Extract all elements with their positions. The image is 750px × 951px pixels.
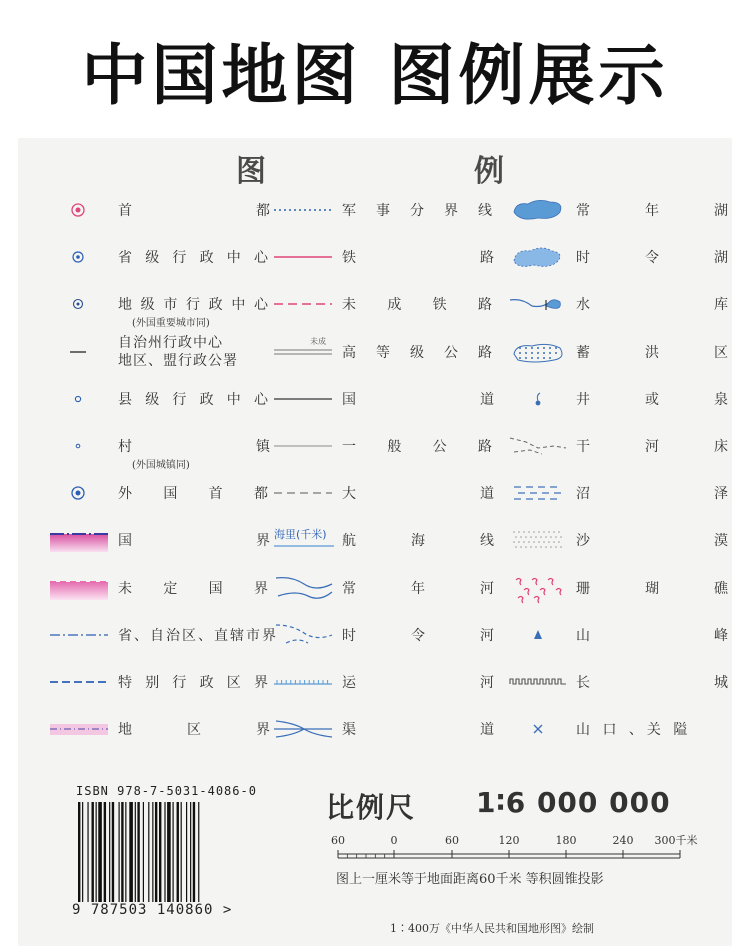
capital-icon xyxy=(50,190,110,230)
legend-label-char: 航 xyxy=(342,533,356,550)
swamp-icon xyxy=(508,473,568,513)
provincial-border-icon xyxy=(50,615,110,655)
legend-label-char: 泉 xyxy=(714,391,728,408)
legend-label xyxy=(576,294,728,314)
perennial-river-icon xyxy=(274,568,334,608)
legend-symbol-tag: 海里(千米) xyxy=(274,528,327,542)
legend-label: 省级行政中心 xyxy=(118,250,282,267)
legend-label xyxy=(342,389,494,409)
legend-item-sar-border xyxy=(50,662,282,702)
scale-title: 比例尺 xyxy=(326,791,417,824)
legend-label xyxy=(576,342,728,362)
ordinary-road-icon xyxy=(274,426,334,466)
legend-label-char: 蓄 xyxy=(576,344,590,361)
legend-label xyxy=(118,530,270,550)
legend-item-seasonal-lake xyxy=(508,237,728,277)
autonomous-prefecture-icon xyxy=(50,332,110,372)
legend-label-char: 线 xyxy=(480,533,494,550)
legend-item-peak xyxy=(508,615,728,655)
mountain-pass-icon xyxy=(508,709,568,749)
legend-item-foreign-capital xyxy=(50,473,300,513)
legend-item-prov-border xyxy=(50,615,278,655)
legend-label-char: 区 xyxy=(714,344,728,361)
legend-item-ordinary-road xyxy=(274,426,524,466)
legend-label-char: 井 xyxy=(576,391,590,408)
isbn: ISBN 978-7-5031-4086-0 xyxy=(76,784,257,798)
legend-label-char: 道 xyxy=(480,391,494,408)
legend-label-char: 道 xyxy=(480,486,494,503)
scale-tick-label: 120 xyxy=(498,834,520,847)
railway-icon xyxy=(274,237,334,277)
legend-label: 军事分界线 xyxy=(342,203,512,219)
legend-label-char: 年 xyxy=(411,580,425,597)
legend-label-char: 界 xyxy=(256,533,270,550)
legend-label: 未定国界 xyxy=(118,580,300,597)
scale-tick-label: 180 xyxy=(555,834,577,847)
legend-label: 特别行政区界 xyxy=(118,675,282,691)
legend-label xyxy=(576,483,728,503)
legend-item-flood-area xyxy=(508,332,728,372)
legend-item-pass xyxy=(508,709,728,749)
legend-label-char: 村 xyxy=(118,439,132,455)
desert-icon xyxy=(508,520,568,560)
legend-label-char: 铁 xyxy=(342,250,356,267)
legend-label-char: 镇 xyxy=(256,439,270,455)
legend-item-auto-pref xyxy=(50,332,270,372)
dry-riverbed-icon xyxy=(508,426,568,466)
legend-label xyxy=(342,719,494,739)
legend-item-great-wall xyxy=(508,662,728,702)
legend-label: 高等级公路 xyxy=(342,344,512,361)
legend-item-dry-riverbed xyxy=(508,426,728,466)
legend-item-well-spring xyxy=(508,379,728,419)
barcode-digits: 9 787503 140860 > xyxy=(72,902,233,918)
legend-label-char: 道 xyxy=(480,722,494,739)
legend-label xyxy=(576,672,728,692)
legend-item-railway xyxy=(274,237,494,277)
peak-icon xyxy=(508,615,568,655)
legend-label-char: 首 xyxy=(118,203,132,219)
legend-label-char: 渠 xyxy=(342,722,356,739)
legend-card xyxy=(18,138,732,946)
channel-icon xyxy=(274,709,334,749)
legend-label xyxy=(118,436,270,456)
legend-item-capital xyxy=(50,190,270,230)
legend-label xyxy=(576,436,728,456)
legend-label-char: 沼 xyxy=(576,486,590,503)
legend-label xyxy=(342,483,494,503)
legend-label-char: 瑚 xyxy=(645,580,659,597)
legend-label-char: 城 xyxy=(714,675,728,691)
legend-label xyxy=(576,247,728,267)
sar-border-icon xyxy=(50,662,110,702)
legend-item-coral-reef xyxy=(508,568,728,608)
foreign-capital-icon xyxy=(50,473,110,513)
barcode xyxy=(76,802,236,914)
scale-bar xyxy=(310,832,720,866)
legend-heading-left: 图 xyxy=(236,154,266,189)
legend-label-char: 干 xyxy=(576,439,590,455)
legend-label-char: 河 xyxy=(645,439,659,455)
perennial-lake-icon xyxy=(508,190,568,230)
legend-heading-right: 例 xyxy=(474,154,504,189)
legend-item-perennial-lake xyxy=(508,190,728,230)
unfinished-railway-icon xyxy=(274,284,334,324)
legend-note: (外国城镇同) xyxy=(132,460,190,471)
legend-item-highway xyxy=(274,332,512,372)
legend-item-county xyxy=(50,379,282,419)
legend-item-canal xyxy=(274,662,494,702)
legend-label-char: 床 xyxy=(714,439,728,455)
legend-item-swamp xyxy=(508,473,728,513)
legend-item-village xyxy=(50,426,270,471)
legend-label-char: 水 xyxy=(576,297,590,314)
region-border-icon xyxy=(50,709,110,749)
legend-item-reservoir xyxy=(508,284,728,324)
county-center-icon xyxy=(50,379,110,419)
legend-item-channel xyxy=(274,709,494,749)
legend-item-seasonal-river xyxy=(274,615,494,655)
legend-label-char: 运 xyxy=(342,675,356,691)
legend-label-char: 峰 xyxy=(714,627,728,644)
legend-label-char: 地 xyxy=(118,722,132,739)
provincial-center-icon xyxy=(50,237,110,277)
coral-reef-icon xyxy=(508,568,568,608)
legend-label-char: 山 xyxy=(576,627,590,644)
prefecture-city-icon xyxy=(50,284,110,324)
legend-label-char: 国 xyxy=(342,391,356,408)
legend-label xyxy=(342,625,494,645)
legend-label-char: 大 xyxy=(342,486,356,503)
legend-label-char: 河 xyxy=(480,627,494,644)
scale-tick-label: 0 xyxy=(390,834,398,847)
legend-item-perennial-river xyxy=(274,568,494,608)
legend-item-pref-city xyxy=(50,284,277,330)
legend-label xyxy=(342,530,494,550)
legend-item-undetermined-border xyxy=(50,568,300,608)
legend-item-national-road xyxy=(274,379,494,419)
canal-icon xyxy=(274,662,334,702)
legend-label xyxy=(118,200,270,220)
seasonal-lake-icon xyxy=(508,237,568,277)
major-road-icon xyxy=(274,473,334,513)
legend-label xyxy=(342,672,494,692)
legend-label-char: 长 xyxy=(576,675,590,691)
legend-label xyxy=(576,625,728,645)
legend-label xyxy=(576,578,728,598)
legend-label-char: 礁 xyxy=(714,580,728,597)
legend-item-major-road xyxy=(274,473,494,513)
legend-label-char: 时 xyxy=(342,627,356,644)
legend-label-char: 珊 xyxy=(576,580,590,597)
legend-label xyxy=(576,389,728,409)
legend-label: 一般公路 xyxy=(342,439,524,455)
page-title: 中国地图 图例展示 xyxy=(81,37,669,114)
scale-ratio: 1∶6 000 000 xyxy=(476,786,671,819)
flood-area-icon xyxy=(508,332,568,372)
legend-item-military-line xyxy=(274,190,512,230)
legend-label-char: 沙 xyxy=(576,533,590,550)
legend-label: 未成铁路 xyxy=(342,297,524,314)
legend-item-desert xyxy=(508,520,728,560)
great-wall-icon xyxy=(508,662,568,702)
legend-label-char: 年 xyxy=(645,203,659,219)
legend-label-char: 路 xyxy=(480,250,494,267)
legend-label-char: 国 xyxy=(118,533,132,550)
legend-label-char: 常 xyxy=(576,203,590,219)
legend-label-char: 令 xyxy=(411,627,425,644)
legend-item-sea-route xyxy=(274,520,494,560)
legend-label xyxy=(576,530,728,550)
well-spring-icon xyxy=(508,379,568,419)
scale-tick-label: 240 xyxy=(612,834,634,847)
scale-tick-label: 60 xyxy=(331,834,345,847)
legend-label-char: 界 xyxy=(256,722,270,739)
seasonal-river-icon xyxy=(274,615,334,655)
legend-label: 省、自治区、直辖市界 xyxy=(118,627,278,644)
legend-label: 地级市行政中心 xyxy=(118,297,277,314)
legend-label-char: 库 xyxy=(714,297,728,314)
legend-label-char: 常 xyxy=(342,580,356,597)
legend-label-char: 区 xyxy=(187,722,201,739)
legend-label-char: 泽 xyxy=(714,486,728,503)
national-road-icon xyxy=(274,379,334,419)
legend-symbol-tag: 未成 xyxy=(310,336,326,346)
legend-label-line: 地区、盟行政公署 xyxy=(118,352,238,369)
national-border-icon xyxy=(50,520,110,560)
scale-note: 图上一厘米等于地面距离60千米 等积圆锥投影 xyxy=(336,872,604,887)
legend-item-national-border xyxy=(50,520,270,560)
legend-label xyxy=(576,200,728,220)
legend-label: 外国首都 xyxy=(118,486,300,503)
legend-label-char: 漠 xyxy=(714,533,728,550)
legend-label-line: 自治州行政中心 xyxy=(118,334,223,351)
legend-label-char: 湖 xyxy=(714,250,728,267)
legend-item-region-border xyxy=(50,709,270,749)
legend-label-char: 海 xyxy=(411,533,425,550)
legend-label-char: 洪 xyxy=(645,344,659,361)
legend-label xyxy=(342,578,494,598)
legend-note: (外国重要城市同) xyxy=(132,318,210,330)
legend-label-char: 令 xyxy=(645,250,659,267)
credit: 1∶400万《中华人民共和国地形图》绘制 xyxy=(390,922,594,935)
legend-label-char: 河 xyxy=(480,580,494,597)
scale-tick-label: 60 xyxy=(445,834,459,847)
legend-label-char: 时 xyxy=(576,250,590,267)
scale-tick-label: 300千米 xyxy=(654,834,698,847)
military-line-icon xyxy=(274,190,334,230)
village-icon xyxy=(50,426,110,466)
undetermined-border-icon xyxy=(50,568,110,608)
legend-label-char: 或 xyxy=(645,391,659,408)
legend-item-prov-center xyxy=(50,237,282,277)
legend-label: 县级行政中心 xyxy=(118,391,282,408)
legend-label-char: 都 xyxy=(256,203,270,219)
reservoir-icon xyxy=(508,284,568,324)
legend-label-char: 湖 xyxy=(714,203,728,219)
legend-item-unfinished-railway xyxy=(274,284,524,324)
legend-label-char: 河 xyxy=(480,675,494,691)
legend-label xyxy=(342,247,494,267)
legend-label: 山 口 、关 隘 xyxy=(576,722,692,739)
legend-label xyxy=(118,334,238,370)
legend-label xyxy=(118,719,270,739)
